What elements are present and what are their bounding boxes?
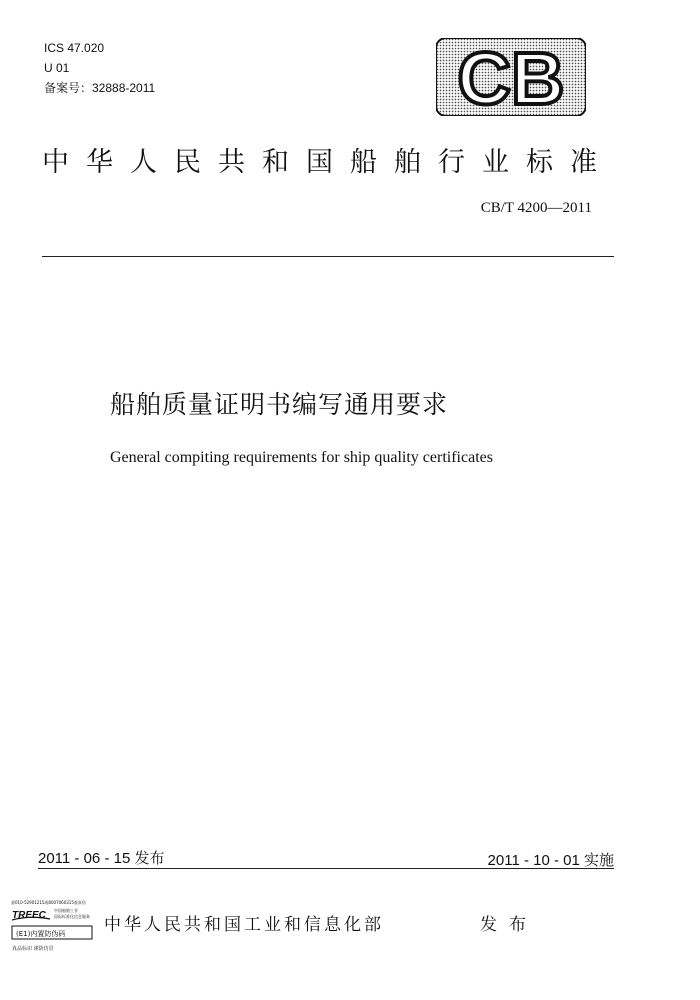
issue-date: 2011 - 06 - 15 发布 xyxy=(38,850,165,867)
cb-logo xyxy=(436,38,586,116)
anti-counterfeit-stamp xyxy=(10,898,98,958)
ics-code: ICS 47.020 xyxy=(44,41,105,55)
divider-bottom xyxy=(38,868,614,869)
industry-title: 中华人民共和国船舶行业标准 xyxy=(42,147,614,178)
stamp-right-text-1: 中国船舶工业 xyxy=(54,908,78,913)
stamp-right-text-2: 国际标准化信息服务 xyxy=(54,914,90,919)
divider-top xyxy=(42,256,614,257)
title-english: General compiting requirements for ship quality certificates xyxy=(110,449,493,466)
stamp-bottom-line: 真品标识 谨防仿冒 xyxy=(12,946,54,952)
publisher: 中华人民共和国工业和信息化部 xyxy=(104,915,384,935)
class-code: U 01 xyxy=(44,61,70,75)
meta-block xyxy=(44,38,155,98)
title-chinese: 船舶质量证明书编写通用要求 xyxy=(110,390,449,419)
stamp-brand: TREEC xyxy=(12,910,46,921)
implementation-date: 2011 - 10 - 01 实施 xyxy=(487,852,614,869)
logo-text: CB xyxy=(457,38,565,116)
stamp-top-line: 嘉010-52901215或8007060315查真伪 xyxy=(11,900,86,905)
publish-word: 发布 xyxy=(480,915,538,935)
standard-number: CB/T 4200—2011 xyxy=(480,200,592,216)
record-number: 备案号：32888-2011 xyxy=(44,81,156,95)
stamp-boxed-text: (E1)内置防伪码 xyxy=(16,930,66,938)
